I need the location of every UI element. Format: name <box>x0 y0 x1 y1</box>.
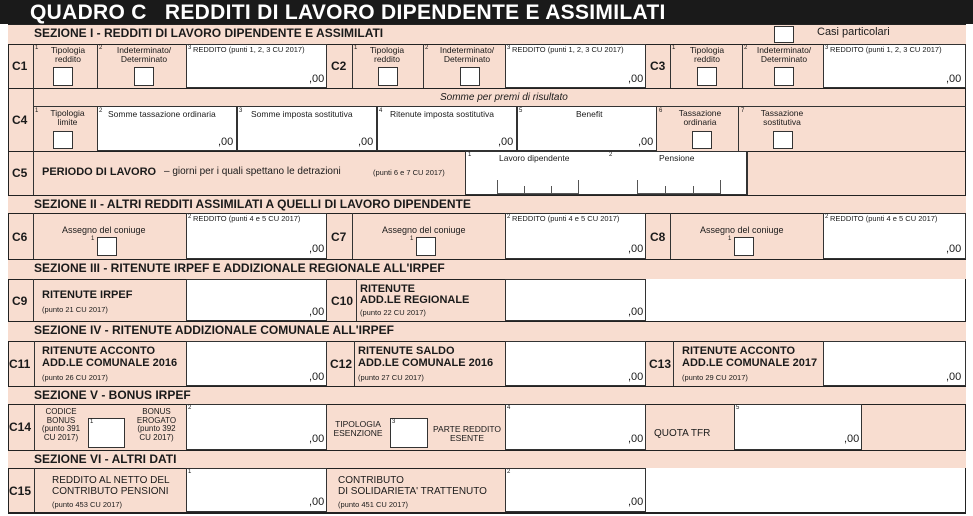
c10-ritenute-regionale-field[interactable] <box>505 279 646 321</box>
c4-tassazione-sostitutiva-field[interactable] <box>773 131 793 149</box>
row-label-c7: C7 <box>331 230 347 244</box>
c3-indeterminato-label: Indeterminato/ Determinato <box>756 45 812 64</box>
c1-indeterminato-label: Indeterminato/ Determinato <box>116 45 172 64</box>
c13-note: (punto 29 CU 2017) <box>682 373 748 382</box>
section-6-header <box>8 450 966 468</box>
c14-tipologia-esenzione-label: TIPOLOGIA ESENZIONE <box>333 419 383 438</box>
row-label-c5: C5 <box>12 166 28 180</box>
section-2-header <box>8 195 966 213</box>
c7-reddito-label: REDDITO (punti 4 e 5 CU 2017) <box>512 214 620 223</box>
c15-contributo-note: (punto 451 CU 2017) <box>338 500 409 509</box>
c14-codice-field[interactable] <box>88 418 125 448</box>
c14-parte-reddito-label: PARTE REDDITO ESENTE <box>432 424 501 443</box>
row-label-c14: C14 <box>9 420 32 434</box>
c4-somme-ordinaria-label: Somme tassazione ordinaria <box>108 109 216 119</box>
row-label-c3: C3 <box>650 59 666 73</box>
row-label-c10: C10 <box>331 294 354 308</box>
c6-reddito-label: REDDITO (punti 4 e 5 CU 2017) <box>193 214 301 223</box>
quadro-code: QUADRO C <box>30 1 147 24</box>
c15-reddito-label: REDDITO AL NETTO DEL CONTRIBUTO PENSIONI <box>52 475 170 497</box>
c1-tipologia-field[interactable] <box>53 67 73 86</box>
c8-assegno-field[interactable] <box>734 237 754 256</box>
casi-particolari-label: Casi particolari <box>817 26 890 38</box>
section-5-title: SEZIONE V - BONUS IRPEF <box>34 388 191 402</box>
section-5-header <box>8 386 966 404</box>
premi-risultato-title: Somme per premi di risultato <box>440 92 568 103</box>
casi-particolari-field[interactable] <box>774 26 794 43</box>
c14-parte-reddito-field[interactable] <box>505 404 646 450</box>
row-label-c1: C1 <box>12 59 28 73</box>
c5-periodo-desc: – giorni per i quali spettano le detrazioni <box>164 166 341 177</box>
c10-note: (punto 22 CU 2017) <box>360 308 426 317</box>
c2-indeterminato-field[interactable] <box>460 67 480 86</box>
c3-tipologia-field[interactable] <box>697 67 717 86</box>
row-label-c15: C15 <box>9 484 32 498</box>
c15-reddito-field[interactable] <box>186 468 327 512</box>
c5-periodo-label: PERIODO DI LAVORO <box>42 166 157 178</box>
c14-quota-tfr-label: QUOTA TFR <box>654 428 711 439</box>
section-6-title: SEZIONE VI - ALTRI DATI <box>34 452 177 466</box>
row-label-c6: C6 <box>12 230 28 244</box>
c5-pensione-label: Pensione <box>659 153 695 163</box>
c11-note: (punto 26 CU 2017) <box>42 373 108 382</box>
c14-tipologia-esenzione-field[interactable] <box>390 418 428 448</box>
c4-ritenute-sostitutiva-label: Ritenute imposta sostitutiva <box>390 109 494 119</box>
c8-reddito-label: REDDITO (punti 4 e 5 CU 2017) <box>830 214 938 223</box>
c14-erogato-label: BONUS EROGATO (punto 392 CU 2017) <box>136 407 177 442</box>
c5-lavoro-dipendente-field[interactable] <box>497 180 579 194</box>
c7-assegno-field[interactable] <box>416 237 436 256</box>
row-label-c13: C13 <box>649 357 672 371</box>
row-label-c12: C12 <box>330 357 353 371</box>
c8-assegno-label: Assegno del coniuge <box>700 225 784 235</box>
c15-contributo-label: CONTRIBUTO DI SOLIDARIETA' TRATTENUTO <box>338 475 487 497</box>
section-3-header <box>8 259 966 279</box>
c13-field[interactable] <box>823 341 966 386</box>
c14-bonus-erogato-field[interactable] <box>186 404 327 450</box>
c10-label-1: RITENUTE <box>360 283 415 295</box>
c5-periodo-note: (punti 6 e 7 CU 2017) <box>373 168 445 177</box>
c11-label-1: RITENUTE ACCONTO <box>42 345 156 357</box>
c4-tassazione-ordinaria-label: Tassazione ordinaria <box>678 108 722 127</box>
section-3-title: SEZIONE III - RITENUTE IRPEF E ADDIZIONALE REGIONALE ALL'IRPEF <box>34 261 445 275</box>
c1-tipologia-label: Tipologia reddito <box>50 45 86 64</box>
c13-label-1: RITENUTE ACCONTO <box>682 345 796 357</box>
section-2-title: SEZIONE II - ALTRI REDDITI ASSIMILATI A QUELLI DI LAVORO DIPENDENTE <box>34 197 471 211</box>
c4-tipologia-limite-field[interactable] <box>53 131 73 149</box>
c6-assegno-field[interactable] <box>97 237 117 256</box>
c2-tipologia-field[interactable] <box>378 67 398 86</box>
c5-lavoro-dipendente-label: Lavoro dipendente <box>499 153 570 163</box>
c7-assegno-label: Assegno del coniuge <box>382 225 466 235</box>
c9-ritenute-irpef-label: RITENUTE IRPEF <box>42 289 133 301</box>
quadro-title-bar <box>0 0 973 24</box>
row-label-c4: C4 <box>12 113 28 127</box>
c9-note: (punto 21 CU 2017) <box>42 305 108 314</box>
section-1-title: SEZIONE I - REDDITI DI LAVORO DIPENDENTE E ASSIMILATI <box>34 26 384 40</box>
c12-label-1: RITENUTE SALDO <box>358 345 455 357</box>
c15-contributo-field[interactable] <box>505 468 646 512</box>
c15-reddito-note: (punto 453 CU 2017) <box>52 500 123 509</box>
c2-indeterminato-label: Indeterminato/ Determinato <box>439 45 495 64</box>
c11-field[interactable] <box>186 341 327 386</box>
c10-label-2: ADD.LE REGIONALE <box>360 294 470 306</box>
c14-codice-label: CODICE BONUS (punto 391 CU 2017) <box>41 407 81 442</box>
row-label-c9: C9 <box>12 294 28 308</box>
c14-quota-tfr-field[interactable] <box>734 404 862 450</box>
c4-tassazione-sostitutiva-label: Tassazione sostitutiva <box>760 108 804 127</box>
quadro-title: REDDITI DI LAVORO DIPENDENTE E ASSIMILATI <box>164 1 666 24</box>
c4-tipologia-limite-label: Tipologia limite <box>50 108 85 127</box>
c6-assegno-label: Assegno del coniuge <box>62 225 146 235</box>
c11-label-2: ADD.LE COMUNALE 2016 <box>42 357 178 369</box>
c3-indeterminato-field[interactable] <box>774 67 794 86</box>
c13-label-2: ADD.LE COMUNALE 2017 <box>682 357 818 369</box>
c9-ritenute-irpef-field[interactable] <box>186 279 327 321</box>
c2-tipologia-label: Tipologia reddito <box>369 45 405 64</box>
c4-tassazione-ordinaria-field[interactable] <box>692 131 712 149</box>
c4-somme-sostitutiva-label: Somme imposta sostitutiva <box>251 109 353 119</box>
row-label-c11: C11 <box>9 357 31 371</box>
c3-reddito-label: REDDITO (punti 1, 2, 3 CU 2017) <box>830 45 942 54</box>
c12-field[interactable] <box>505 341 646 386</box>
c12-label-2: ADD.LE COMUNALE 2016 <box>358 357 494 369</box>
c2-reddito-label: REDDITO (punti 1, 2, 3 CU 2017) <box>512 45 624 54</box>
c1-indeterminato-field[interactable] <box>134 67 154 86</box>
c12-note: (punto 27 CU 2017) <box>358 373 424 382</box>
row-label-c8: C8 <box>650 230 666 244</box>
c5-pensione-field[interactable] <box>637 180 721 194</box>
section-4-title: SEZIONE IV - RITENUTE ADDIZIONALE COMUNALE ALL'IRPEF <box>34 323 394 337</box>
c1-reddito-label: REDDITO (punti 1, 2, 3 CU 2017) <box>193 45 305 54</box>
c4-benefit-label: Benefit <box>576 109 603 119</box>
c3-tipologia-label: Tipologia reddito <box>689 45 725 64</box>
section-4-header <box>8 321 966 341</box>
row-label-c2: C2 <box>331 59 347 73</box>
